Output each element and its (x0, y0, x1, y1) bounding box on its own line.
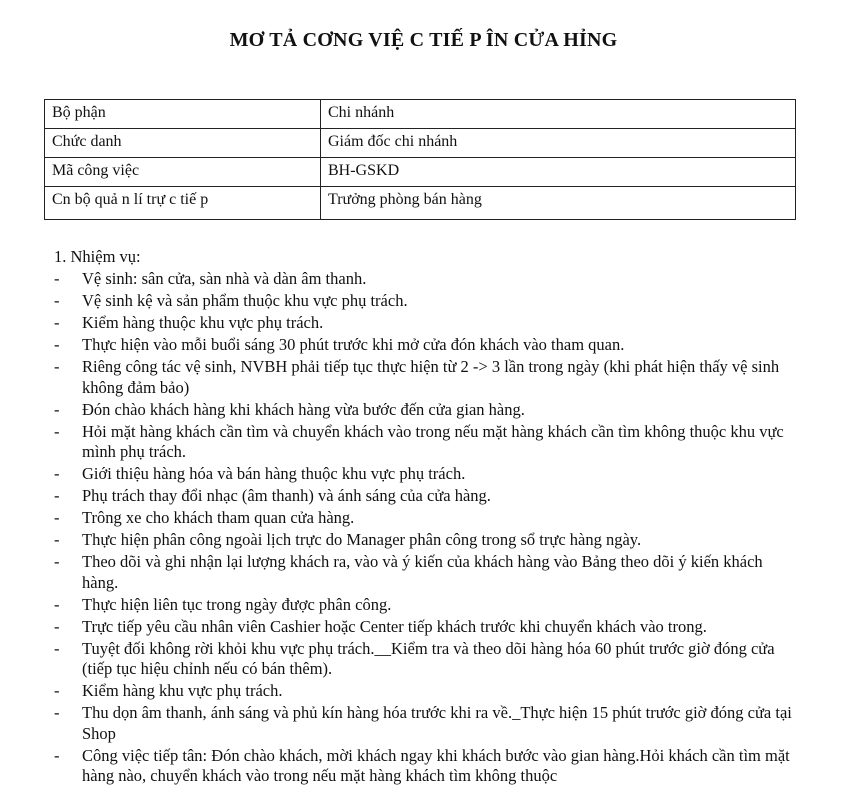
duties-list (54, 269, 794, 787)
bullet-dash: - (54, 616, 60, 636)
list-item (54, 422, 794, 463)
list-item (54, 269, 794, 290)
list-item-text: Hỏi mặt hàng khách cần tìm và chuyển khách vào trong nếu mặt hàng khách cần tìm không thuộc khu vực mình phụ trách. (82, 421, 784, 461)
list-item-text: Riêng công tác vệ sinh, NVBH phải tiếp tục thực hiện từ 2 -> 3 lần trong ngày (khi phát hiện thấy vệ sinh không đảm bảo) (82, 357, 780, 397)
bullet-dash: - (54, 269, 60, 288)
bullet-dash: - (54, 335, 60, 354)
document-title: MƠ TẢ CƠNG VIỆ C TIẾ P ÎN CỬA HỈNG (229, 29, 618, 51)
table-row (45, 129, 796, 158)
list-item (54, 639, 794, 680)
bullet-dash: - (54, 486, 60, 505)
list-item (54, 552, 794, 593)
list-item-text: Giới thiệu hàng hóa và bán hàng thuộc khu vực phụ trách. (82, 464, 466, 483)
list-item (54, 335, 794, 356)
section-heading: 1. Nhiệm vụ: (54, 247, 141, 266)
list-item-text: Trông xe cho khách tham quan cửa hàng. (82, 508, 355, 527)
bullet-dash: - (54, 291, 60, 310)
duties-section (54, 247, 794, 788)
position-label: Chức danh (45, 129, 321, 158)
bullet-dash: - (54, 357, 60, 376)
list-item-text: Thực hiện phân công ngoài lịch trực do Manager phân công trong sổ trực hàng ngày. (82, 530, 642, 549)
job-code-label: Mã công việc (45, 158, 321, 187)
job-info-table (44, 99, 796, 220)
bullet-dash: - (54, 421, 60, 441)
list-item (54, 746, 794, 787)
list-item (54, 508, 794, 529)
bullet-dash: - (54, 464, 60, 483)
bullet-dash: - (54, 399, 60, 419)
job-code-value: BH-GSKD (321, 158, 796, 187)
list-item (54, 530, 794, 551)
department-label: Bộ phận (45, 100, 321, 129)
list-item (54, 357, 794, 398)
list-item-text: Tuyệt đối không rời khỏi khu vực phụ trách.__Kiểm tra và theo dõi hàng hóa 60 phút trước giờ đóng cửa (tiếp tục hiệu chỉnh nếu có bán thêm). (82, 638, 775, 678)
bullet-dash: - (54, 594, 60, 614)
bullet-dash: - (54, 552, 60, 571)
list-item-text: Thu dọn âm thanh, ánh sáng và phủ kín hàng hóa trước khi ra về._Thực hiện 15 phút trước giờ đóng cửa tại Shop (82, 703, 792, 743)
list-item-text: Công việc tiếp tân: Đón chào khách, mời khách ngay khi khách bước vào gian hàng.Hỏi khách cần tìm mặt hàng nào, chuyển khách vào trong nếu mặt hàng khách tìm không thuộc (82, 745, 790, 785)
table-row (45, 187, 796, 220)
bullet-dash: - (54, 508, 60, 527)
list-item-text: Vệ sinh kệ và sản phẩm thuộc khu vực phụ trách. (82, 291, 408, 310)
list-item (54, 703, 794, 744)
table-row (45, 158, 796, 187)
list-item (54, 464, 794, 485)
list-item (54, 313, 794, 334)
position-value: Giám đốc chi nhánh (321, 129, 796, 158)
list-item (54, 291, 794, 312)
list-item-text: Vệ sinh: sân cửa, sàn nhà và dàn âm thanh. (82, 269, 367, 288)
direct-manager-value: Trưởng phòng bán hàng (321, 187, 796, 220)
list-item-text: Kiểm hàng thuộc khu vực phụ trách. (82, 313, 324, 332)
list-item (54, 617, 794, 638)
bullet-dash: - (54, 703, 60, 722)
list-item-text: Phụ trách thay đổi nhạc (âm thanh) và ánh sáng của cửa hàng. (82, 486, 491, 505)
list-item-text: Kiểm hàng khu vực phụ trách. (82, 681, 283, 700)
list-item (54, 400, 794, 421)
bullet-dash: - (54, 530, 60, 549)
bullet-dash: - (54, 745, 60, 765)
list-item (54, 595, 794, 616)
list-item (54, 681, 794, 702)
list-item-text: Thực hiện vào mỗi buổi sáng 30 phút trước khi mở cửa đón khách vào tham quan. (82, 335, 625, 354)
bullet-dash: - (54, 681, 60, 700)
list-item (54, 486, 794, 507)
list-item-text: Theo dõi và ghi nhận lại lượng khách ra, vào và ý kiến của khách hàng vào Bảng theo dõi ý kiến khách hàng. (82, 552, 763, 592)
bullet-dash: - (54, 313, 60, 332)
bullet-dash: - (54, 638, 60, 658)
list-item-text: Thực hiện liên tục trong ngày được phân công. (82, 594, 392, 614)
list-item-text: Trực tiếp yêu cầu nhân viên Cashier hoặc Center tiếp khách trước khi chuyển khách vào trong. (82, 616, 707, 636)
direct-manager-label: Cn bộ quả n lí trự c tiế p (45, 187, 321, 220)
department-value: Chi nhánh (321, 100, 796, 129)
table-row (45, 100, 796, 129)
list-item-text: Đón chào khách hàng khi khách hàng vừa bước đến cửa gian hàng. (82, 399, 525, 419)
